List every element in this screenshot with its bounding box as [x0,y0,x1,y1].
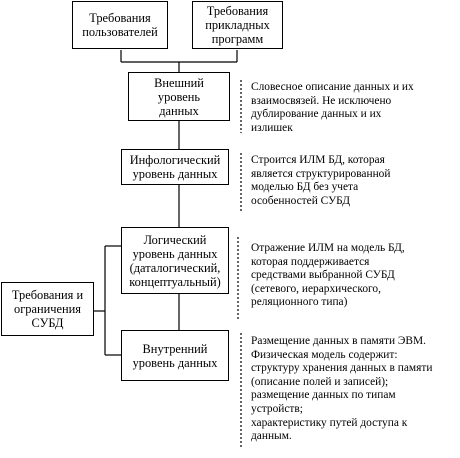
note-logical [251,242,405,310]
note-infological-line: является структурированной [251,167,391,180]
note-internal-line: Размещение данных в памяти ЭВМ. [251,335,426,347]
note-infological-line: моделью БД без учета [251,181,359,194]
note-internal-line: характеристику путей доступа к [251,416,408,429]
dbms-line-3: СУБД [31,316,64,330]
user-req-line-2: пользователей [82,25,158,39]
note-logical-line: реляционного типа) [251,296,348,309]
logical-line-3: (даталогический, [129,260,221,275]
external-level-box [128,72,230,121]
note-internal-line: размещение данных по типам [251,389,396,402]
note-external-line: Словесное описание данных и их [251,81,414,93]
user-req-line-1: Требования [89,11,151,25]
note-infological-line: Строится ИЛМ БД, которая [251,154,385,166]
internal-line-2: уровень данных [132,355,218,370]
infological-line-1: Инфологический [129,153,221,167]
dbms-line-1: Требования и [11,288,84,302]
dbms-constraints-box [1,282,94,336]
logical-level-box [121,227,229,294]
note-logical-line: которая поддерживается [251,255,370,268]
note-internal-line: Физическая модель содержит: [251,348,398,361]
note-logical-line: средствами выбранной СУБД [251,269,395,282]
note-internal-line: данным. [251,430,292,443]
note-infological-line: особенностей СУБД [251,194,351,207]
external-line-1: Внешний [154,75,204,90]
external-line-2: уровень [157,89,201,104]
note-infological [251,154,390,208]
infological-level-box [121,149,229,185]
internal-line-1: Внутренний [142,341,208,356]
note-external [251,81,414,135]
app-requirements-box [192,1,283,49]
infological-line-2: уровень данных [132,167,218,181]
note-internal [251,335,432,444]
app-req-line-3: программ [211,32,264,46]
note-logical-line: Отражение ИЛМ на модель БД, [251,242,405,254]
note-internal-line: структуру хранения данных в памяти [251,362,433,375]
logical-line-2: уровень данных [132,246,218,261]
logical-line-4: концептуальный) [129,274,221,289]
dbms-line-2: ограничения [14,302,81,316]
note-external-line: взаимосвязей. Не исключено [251,94,392,107]
logical-line-1: Логический [143,232,207,247]
app-req-line-2: прикладных [205,18,270,32]
external-line-3: данных [159,103,199,118]
internal-level-box [121,330,229,381]
note-external-line: излишек [251,121,293,134]
note-logical-line: (сетевого, иерархического, [251,282,381,295]
note-external-line: дублирование данных и их [251,108,382,121]
app-req-line-1: Требования [206,4,269,18]
note-internal-line: устройств; [251,402,303,415]
note-internal-line: (описание полей и записей); [251,375,389,388]
user-requirements-box [72,1,168,49]
